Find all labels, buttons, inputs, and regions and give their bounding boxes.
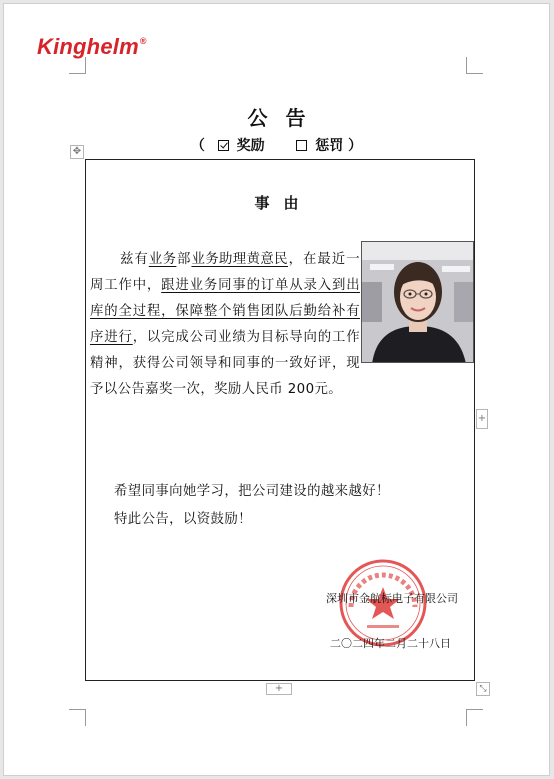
body-rest: ，以完成公司业绩为目标导向的工作精神，获得公司领导和同事的一致好评，现予以公告嘉奖一次，奖励人民币 200元。 <box>90 330 360 397</box>
employee-photo <box>361 241 474 363</box>
reward-checkbox[interactable] <box>218 140 229 151</box>
document-page <box>3 3 550 776</box>
close-paren: ） <box>348 138 363 154</box>
company-name: 深圳市金航标电子有限公司 <box>326 592 458 605</box>
achievement-text: 跟进业务同事的订单从录入到出库的全过程，保障整个销售团队后勤给补有序进行 <box>90 278 360 345</box>
crop-mark-top-right <box>466 57 483 74</box>
notice-date: 二〇二四年二月二十八日 <box>330 637 451 650</box>
closing-text <box>114 478 390 534</box>
crop-mark-bottom-right <box>466 709 483 726</box>
department-suffix: 部 <box>176 252 192 267</box>
notice-type-row <box>4 135 549 155</box>
position-field: 业务助理黄意民 <box>191 252 288 267</box>
open-paren: （ <box>190 138 205 154</box>
add-column-handle-icon[interactable]: + <box>476 409 488 429</box>
reason-body <box>90 247 360 403</box>
reward-label: 奖励 <box>236 138 265 154</box>
closing-line-2: 特此公告，以资鼓励！ <box>114 512 252 527</box>
add-row-handle-icon[interactable]: + <box>266 683 292 695</box>
department-field: 业务 <box>148 252 177 267</box>
employee-photo-image <box>362 242 474 363</box>
crop-mark-bottom-left <box>69 709 86 726</box>
table-resize-handle-icon[interactable]: ⤡ <box>476 682 490 696</box>
body-mid: ，在最近一周工作中， <box>90 252 361 293</box>
penalty-checkbox[interactable] <box>296 140 307 151</box>
closing-line-1: 希望同事向她学习，把公司建设的越来越好！ <box>114 484 390 499</box>
penalty-label: 惩罚 <box>315 138 344 154</box>
body-intro: 兹有 <box>120 252 149 267</box>
notice-title: 公告 <box>247 106 324 130</box>
table-move-handle-icon[interactable]: ✥ <box>70 145 84 159</box>
reason-heading: 事由 <box>254 194 313 212</box>
kinghelm-logo: Kinghelm® <box>37 34 147 59</box>
